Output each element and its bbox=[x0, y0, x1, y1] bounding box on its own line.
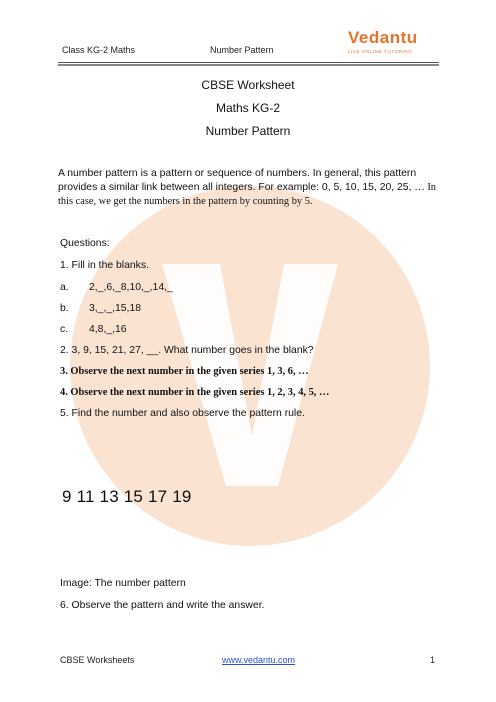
logo-tagline: LIVE ONLINE TUTORING bbox=[348, 49, 413, 54]
intro-text-serif: … In this case, we get the numbers in the pattern by counting by 5. bbox=[58, 182, 437, 207]
header-class-label: Class KG-2 Maths bbox=[62, 45, 136, 55]
logo-wordmark: Vedantu bbox=[348, 28, 418, 47]
question-4: 4. Observe the next number in the given series 1, 2, 3, 4, 5, … bbox=[60, 387, 330, 398]
footer-website-link[interactable]: www.vedantu.com bbox=[222, 655, 296, 665]
number-pattern-image: 9 11 13 15 17 19 bbox=[62, 487, 192, 506]
q1-item-c-text: 4,8,_,16 bbox=[89, 324, 127, 335]
header-rule-thick bbox=[58, 64, 439, 66]
page-number: 1 bbox=[430, 655, 436, 665]
image-caption: Image: The number pattern bbox=[60, 578, 186, 589]
q1-item-a-letter: a. bbox=[60, 282, 69, 293]
q1-item-b-letter: b. bbox=[60, 303, 69, 314]
q1-item-a-text: 2,_,6,_8,10,_,14,_ bbox=[89, 282, 173, 293]
question-5: 5. Find the number and also observe the pattern rule. bbox=[60, 408, 305, 419]
question-1: 1. Fill in the blanks. bbox=[60, 260, 149, 271]
q1-item-b-text: 3,_,_,15,18 bbox=[89, 303, 141, 314]
question-6: 6. Observe the pattern and write the answer. bbox=[60, 600, 265, 611]
title-class: Maths KG-2 bbox=[215, 101, 281, 115]
title-cbse-worksheet: CBSE Worksheet bbox=[201, 78, 295, 92]
vedantu-logo bbox=[340, 28, 440, 58]
question-2: 2. 3, 9, 15, 21, 27, __. What number goes in the blank? bbox=[60, 345, 314, 356]
question-3: 3. Observe the next number in the given series 1, 3, 6, … bbox=[60, 366, 309, 377]
header-rule bbox=[58, 62, 439, 63]
intro-paragraph bbox=[58, 167, 436, 209]
intro-text: A number pattern is a pattern or sequence of numbers. In general, this pattern provides a similar link between all integers. For example: 0, 5, 10, 15, 20, 25, bbox=[58, 168, 417, 193]
title-topic: Number Pattern bbox=[205, 124, 291, 138]
q1-item-c-letter: c. bbox=[60, 324, 69, 335]
header-topic-label: Number Pattern bbox=[210, 45, 274, 55]
footer-label: CBSE Worksheets bbox=[60, 655, 135, 665]
questions-heading: Questions: bbox=[60, 238, 110, 249]
